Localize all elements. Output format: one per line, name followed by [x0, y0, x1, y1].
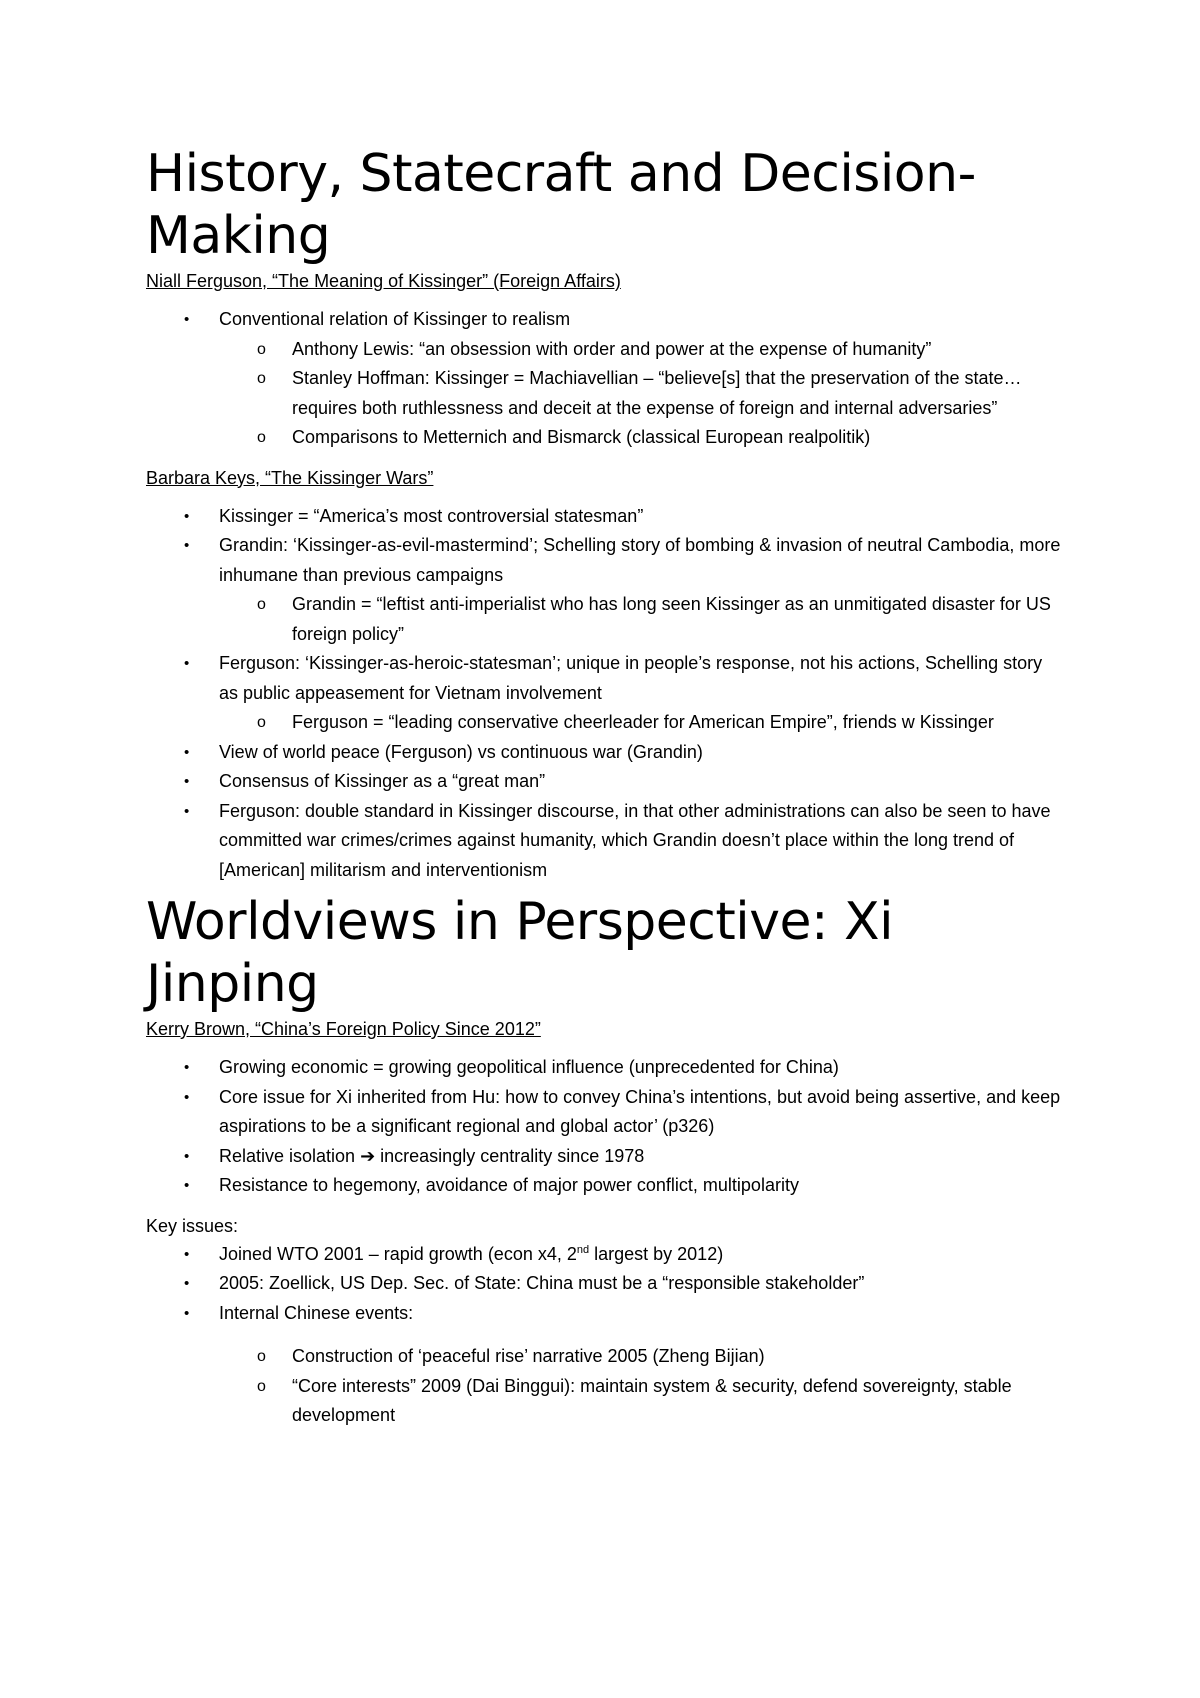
- sub-list-item-text: Ferguson = “leading conservative cheerleader for American Empire”, friends w Kissinger: [292, 712, 994, 732]
- list-item: [146, 1171, 1066, 1201]
- sub-list-item: [146, 1372, 1066, 1431]
- bullet-list: [146, 1053, 1066, 1201]
- source-citation: Niall Ferguson, “The Meaning of Kissinger” (Foreign Affairs): [146, 271, 621, 291]
- sub-list-item: [146, 708, 1066, 738]
- source-citation: Kerry Brown, “China’s Foreign Policy Since 2012”: [146, 1019, 541, 1039]
- sub-bullet-icon: o: [257, 340, 266, 358]
- bullet-icon: •: [184, 802, 190, 820]
- source-citation: Barbara Keys, “The Kissinger Wars”: [146, 467, 434, 488]
- list-item-text: Internal Chinese events:: [219, 1302, 414, 1323]
- bullet-icon: •: [184, 1059, 190, 1076]
- list-item: [146, 1053, 1066, 1083]
- list-item-text: Grandin: ‘Kissinger-as-evil-mastermind’; Schelling story of bombing & invasion of neutral Cambodia, more inhumane than previous campaigns: [219, 535, 1061, 585]
- sub-bullet-icon: o: [257, 596, 266, 613]
- sub-bullet-icon: o: [257, 1377, 266, 1395]
- sub-bullet-icon: o: [257, 370, 266, 387]
- sub-list-item-text: Grandin = “leftist anti-imperialist who has long seen Kissinger as an unmitigated disaster for US foreign policy”: [292, 594, 1051, 644]
- bullet-icon: •: [184, 1088, 190, 1106]
- bullet-icon: •: [184, 1245, 190, 1263]
- list-item: [146, 649, 1066, 738]
- sub-list-item: [146, 364, 1066, 423]
- list-item-text: 2005: Zoellick, US Dep. Sec. of State: China must be a “responsible stakeholder”: [219, 1273, 865, 1293]
- bullet-icon: •: [184, 1177, 190, 1194]
- sub-list: [219, 1342, 1066, 1431]
- list-item-text: View of world peace (Ferguson) vs continuous war (Grandin): [219, 741, 703, 762]
- sub-list: [219, 708, 1066, 738]
- sub-bullet-icon: o: [257, 429, 266, 446]
- bullet-icon: •: [184, 1304, 190, 1322]
- sub-list-item-text: Anthony Lewis: “an obsession with order and power at the expense of humanity”: [292, 338, 932, 359]
- list-item: [146, 1083, 1066, 1142]
- bullet-icon: •: [184, 1275, 190, 1292]
- sub-list-item-text: Stanley Hoffman: Kissinger = Machiavellian – “believe[s] that the preservation of the state…requires both ruthlessness and deceit at the expense of foreign and internal adversaries”: [292, 368, 1022, 418]
- sub-list-item: [146, 423, 1066, 453]
- sub-list-item: [146, 335, 1066, 365]
- sub-list-item-text: Comparisons to Metternich and Bismarck (classical European realpolitik): [292, 427, 871, 447]
- list-item-text: Ferguson: double standard in Kissinger discourse, in that other administrations can also be seen to have committed war crimes/crimes against humanity, which Grandin doesn’t place within the long trend of [American] militarism and interventionism: [219, 800, 1051, 880]
- sub-list-item: [146, 1342, 1066, 1372]
- bullet-icon: •: [184, 311, 190, 328]
- list-item: [146, 1142, 1066, 1172]
- list-item: [146, 502, 1066, 532]
- bullet-icon: •: [184, 537, 190, 554]
- bullet-icon: •: [184, 507, 190, 525]
- key-issues-label: Key issues:: [146, 1215, 239, 1236]
- list-item: [146, 738, 1066, 768]
- section-heading: Worldviews in Perspective: Xi Jinping: [146, 892, 894, 1014]
- bullet-icon: •: [184, 773, 190, 790]
- bullet-list: [146, 1240, 1066, 1431]
- list-item-text: Ferguson: ‘Kissinger-as-heroic-statesman’; unique in people’s response, not his actions, Schelling story as public appeasement for Vietnam involvement: [219, 653, 1043, 703]
- list-item-text: Conventional relation of Kissinger to realism: [219, 309, 571, 329]
- bullet-list: [146, 305, 1066, 453]
- list-item-text: Joined WTO 2001 – rapid growth (econ x4, 2nd largest by 2012): [219, 1243, 724, 1264]
- list-item: [146, 767, 1066, 797]
- list-item-text: Growing economic = growing geopolitical influence (unprecedented for China): [219, 1057, 839, 1077]
- sub-list-item-text: Construction of ‘peaceful rise’ narrative 2005 (Zheng Bijian): [292, 1346, 765, 1366]
- list-item-text: Kissinger = “America’s most controversial statesman”: [219, 505, 644, 526]
- sub-list: [219, 590, 1066, 649]
- bullet-icon: •: [184, 743, 190, 761]
- sub-list-item: [146, 590, 1066, 649]
- sub-list: [219, 335, 1066, 453]
- list-item-text: Relative isolation ➔ increasingly centrality since 1978: [219, 1145, 645, 1166]
- list-item: [146, 1269, 1066, 1299]
- bullet-icon: •: [184, 1147, 190, 1165]
- list-item-text: Core issue for Xi inherited from Hu: how to convey China’s intentions, but avoid being assertive, and keep aspirations to be a significant regional and global actor’ (p326): [219, 1086, 1061, 1136]
- list-item: [146, 1299, 1066, 1431]
- bullet-list: [146, 502, 1066, 886]
- bullet-icon: •: [184, 655, 190, 672]
- sub-bullet-icon: o: [257, 714, 266, 731]
- list-item-text: Consensus of Kissinger as a “great man”: [219, 771, 546, 791]
- list-item: [146, 1240, 1066, 1270]
- list-item: [146, 305, 1066, 453]
- list-item: [146, 797, 1066, 886]
- sub-bullet-icon: o: [257, 1348, 266, 1365]
- list-item-text: Resistance to hegemony, avoidance of major power conflict, multipolarity: [219, 1175, 799, 1195]
- list-item: [146, 531, 1066, 649]
- section-heading: History, Statecraft and Decision-Making: [146, 144, 976, 266]
- document-body: [146, 143, 1066, 1431]
- sub-list-item-text: “Core interests” 2009 (Dai Binggui): maintain system & security, defend sovereignty, stable development: [292, 1375, 1012, 1425]
